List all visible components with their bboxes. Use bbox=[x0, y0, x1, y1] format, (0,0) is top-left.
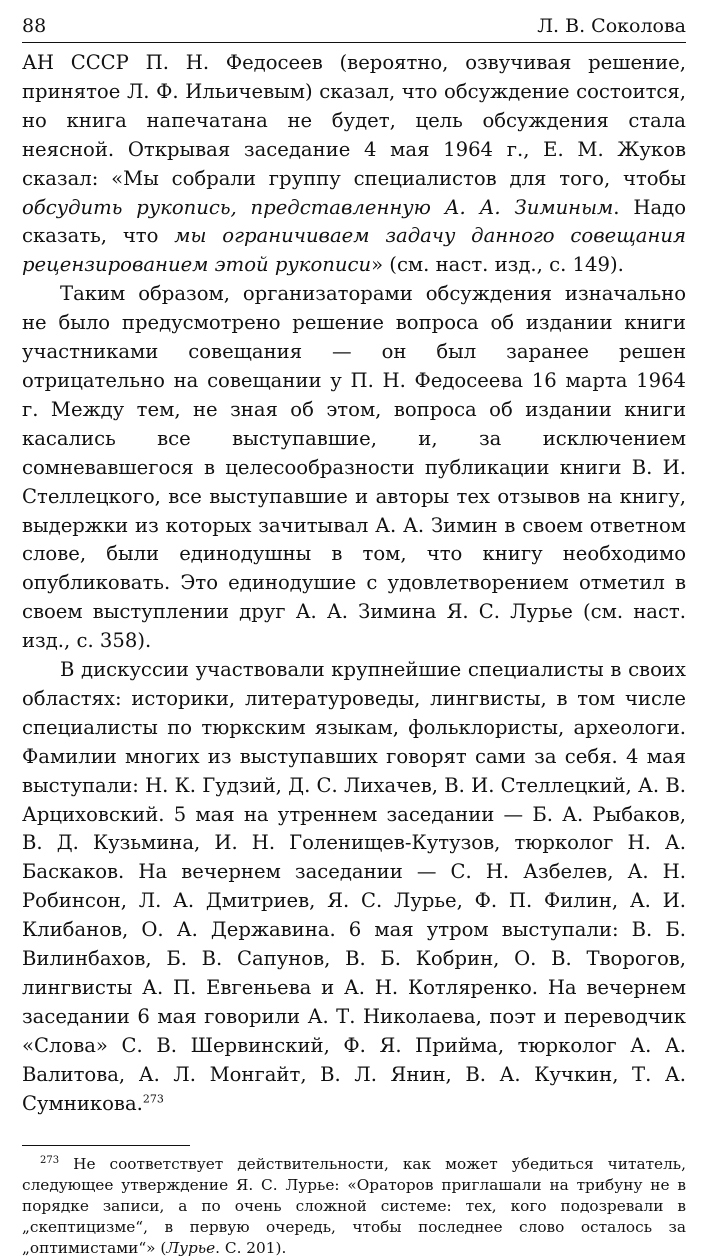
footnote-reference[interactable]: 273 bbox=[142, 1092, 164, 1106]
footnote-separator bbox=[22, 1145, 190, 1146]
paragraph bbox=[22, 656, 686, 1119]
footnote-italic: Лурье bbox=[166, 1238, 216, 1257]
text-segment: » (см. наст. изд., с. 149). bbox=[371, 253, 624, 277]
text-segment: АН СССР П. Н. Федосеев (вероятно, озвучивая решение, принятое Л. Ф. Ильичевым) сказал, что обсуждение состоится, но книга напечатана не будет, цель обсуждения стала неясной. Открывая заседание 4 мая 1964 г., Е. М. Жуков сказал: «Мы собрали группу специалистов для того, чтобы bbox=[22, 51, 686, 190]
text-segment: . Надо сказать, что bbox=[22, 195, 686, 248]
paragraph-continuation bbox=[22, 49, 686, 280]
italic-segment: обсудить рукопись, представленную А. А. Зиминым bbox=[22, 195, 614, 219]
main-text bbox=[22, 49, 686, 1119]
footnote-number: 273 bbox=[40, 1154, 60, 1166]
footnote-text: . С. 201). bbox=[215, 1238, 287, 1257]
text-segment: В дискуссии участвовали крупнейшие специалисты в своих областях: историки, литературоведы, лингвисты, в том числе специалисты по тюркским языкам, фольклористы, археологи. Фамилии многих из выступавших говорят сами за себя. 4 мая выступали: Н. К. Гудзий, Д. С. Лихачев, В. И. Стеллецкий, А. В. Арциховский. 5 мая на утреннем заседании — Б. А. Рыбаков, В. Д. Кузьмина, И. Н. Голенищев-Кутузов, тюрколог Н. А. Баскаков. На вечернем заседании — С. Н. Азбелев, А. Н. Робинсон, Л. А. Дмитриев, Я. С. Лурье, Ф. П. Филин, А. И. Клибанов, О. А. Державина. 6 мая утром выступали: В. Б. Вилинбахов, Б. В. Сапунов, В. Б. Кобрин, О. В. Творогов, лингвисты А. П. Евгеньева и А. Н. Котляренко. На вечернем заседании 6 мая говорили А. Т. Николаева, поэт и переводчик «Слова» С. В. Шервинский, Ф. Я. Прийма, тюрколог А. А. Валитова, А. Л. Монгайт, В. Л. Янин, В. А. Кучкин, Т. А. Сумникова. bbox=[22, 658, 686, 1115]
page-number: 88 bbox=[22, 15, 47, 37]
footnote-text: Не соответствует действительности, как может убедиться читатель, следующее утверждение Я. С. Лурье: «Ораторов приглашали на трибуну не в порядке записи, а по очень сложной системе: тех, кого подозревали в „скептицизме“, в первую очередь, чтобы последнее слово осталось за „оптимистами“» ( bbox=[22, 1154, 686, 1257]
paragraph bbox=[22, 280, 686, 656]
italic-segment: мы ограничиваем задачу данного совещания рецензированием этой рукописи bbox=[22, 224, 686, 277]
running-header bbox=[22, 14, 686, 43]
text-segment: Таким образом, организаторами обсуждения изначально не было предусмотрено решение вопроса об издании книги участниками совещания — он был заранее решен отрицательно на совещании у П. Н. Федосеева 16 марта 1964 г. Между тем, не зная об этом, вопроса об издании книги касались все выступавшие, и, за исключением сомневавшегося в целесообразности публикации книги В. И. Стеллецкого, все выступавшие и авторы тех отзывов на книгу, выдержки из которых зачитывал А. А. Зимин в своем ответном слове, были единодушны в том, что книгу необходимо опубликовать. Это единодушие с удовлетворением отметил в своем выступлении друг А. А. Зимина Я. С. Лурье (см. наст. изд., с. 358). bbox=[22, 282, 686, 653]
running-title: Л. В. Соколова bbox=[537, 15, 686, 37]
footnote bbox=[22, 1154, 686, 1259]
